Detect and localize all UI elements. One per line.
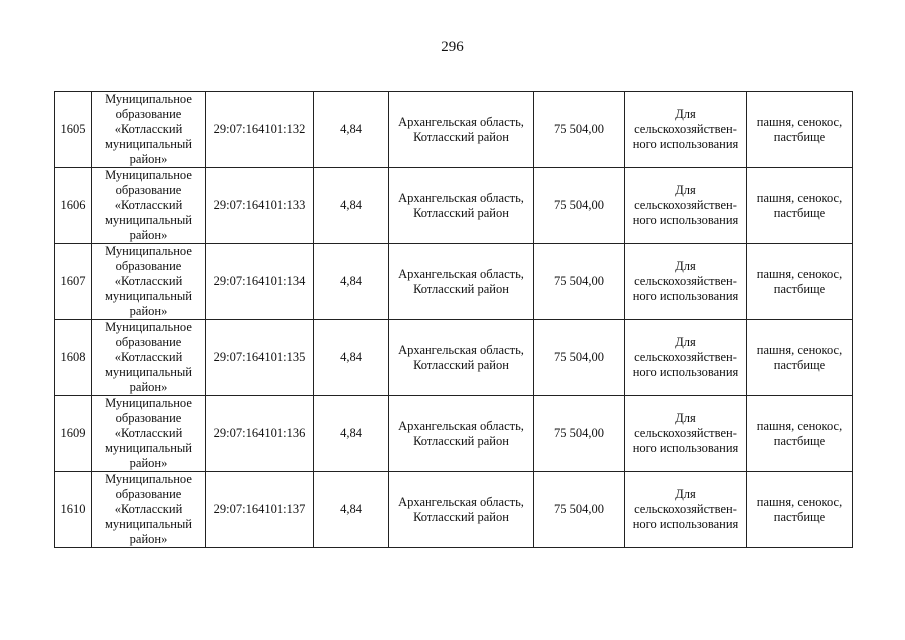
cadastral-number-cell: 29:07:164101:134 (206, 244, 314, 320)
row-number-cell: 1606 (55, 168, 92, 244)
table-row (55, 168, 853, 244)
row-number-cell: 1607 (55, 244, 92, 320)
purpose-cell: Для сельскохозяйствен- ного использования (625, 396, 747, 472)
price-cell: 75 504,00 (534, 92, 625, 168)
price-cell: 75 504,00 (534, 396, 625, 472)
area-cell: 4,84 (314, 472, 389, 548)
cadastral-number-cell: 29:07:164101:137 (206, 472, 314, 548)
owner-cell: Муниципальное образование «Котласский муниципальный район» (92, 396, 206, 472)
owner-cell: Муниципальное образование «Котласский муниципальный район» (92, 168, 206, 244)
table-row (55, 472, 853, 548)
price-cell: 75 504,00 (534, 320, 625, 396)
address-cell: Архангельская область, Котласский район (389, 472, 534, 548)
table-row (55, 244, 853, 320)
row-number-cell: 1609 (55, 396, 92, 472)
purpose-cell: Для сельскохозяйствен- ного использования (625, 472, 747, 548)
land-use-cell: пашня, сенокос, пастбище (747, 244, 853, 320)
price-cell: 75 504,00 (534, 244, 625, 320)
land-use-cell: пашня, сенокос, пастбище (747, 320, 853, 396)
address-cell: Архангельская область, Котласский район (389, 244, 534, 320)
owner-cell: Муниципальное образование «Котласский муниципальный район» (92, 244, 206, 320)
owner-cell: Муниципальное образование «Котласский муниципальный район» (92, 472, 206, 548)
land-use-cell: пашня, сенокос, пастбище (747, 396, 853, 472)
area-cell: 4,84 (314, 320, 389, 396)
purpose-cell: Для сельскохозяйствен- ного использования (625, 92, 747, 168)
area-cell: 4,84 (314, 396, 389, 472)
address-cell: Архангельская область, Котласский район (389, 396, 534, 472)
price-cell: 75 504,00 (534, 472, 625, 548)
table-row (55, 92, 853, 168)
owner-cell: Муниципальное образование «Котласский муниципальный район» (92, 320, 206, 396)
purpose-cell: Для сельскохозяйствен- ного использования (625, 244, 747, 320)
land-use-cell: пашня, сенокос, пастбище (747, 92, 853, 168)
address-cell: Архангельская область, Котласский район (389, 168, 534, 244)
price-cell: 75 504,00 (534, 168, 625, 244)
table-row (55, 320, 853, 396)
purpose-cell: Для сельскохозяйствен- ного использования (625, 168, 747, 244)
land-registry-table (54, 91, 853, 548)
cadastral-number-cell: 29:07:164101:135 (206, 320, 314, 396)
row-number-cell: 1605 (55, 92, 92, 168)
land-use-cell: пашня, сенокос, пастбище (747, 168, 853, 244)
row-number-cell: 1610 (55, 472, 92, 548)
table-row (55, 396, 853, 472)
cadastral-number-cell: 29:07:164101:136 (206, 396, 314, 472)
cadastral-number-cell: 29:07:164101:132 (206, 92, 314, 168)
area-cell: 4,84 (314, 92, 389, 168)
area-cell: 4,84 (314, 168, 389, 244)
row-number-cell: 1608 (55, 320, 92, 396)
land-use-cell: пашня, сенокос, пастбище (747, 472, 853, 548)
address-cell: Архангельская область, Котласский район (389, 92, 534, 168)
purpose-cell: Для сельскохозяйствен- ного использования (625, 320, 747, 396)
address-cell: Архангельская область, Котласский район (389, 320, 534, 396)
owner-cell: Муниципальное образование «Котласский муниципальный район» (92, 92, 206, 168)
cadastral-number-cell: 29:07:164101:133 (206, 168, 314, 244)
page-number: 296 (441, 39, 464, 55)
area-cell: 4,84 (314, 244, 389, 320)
